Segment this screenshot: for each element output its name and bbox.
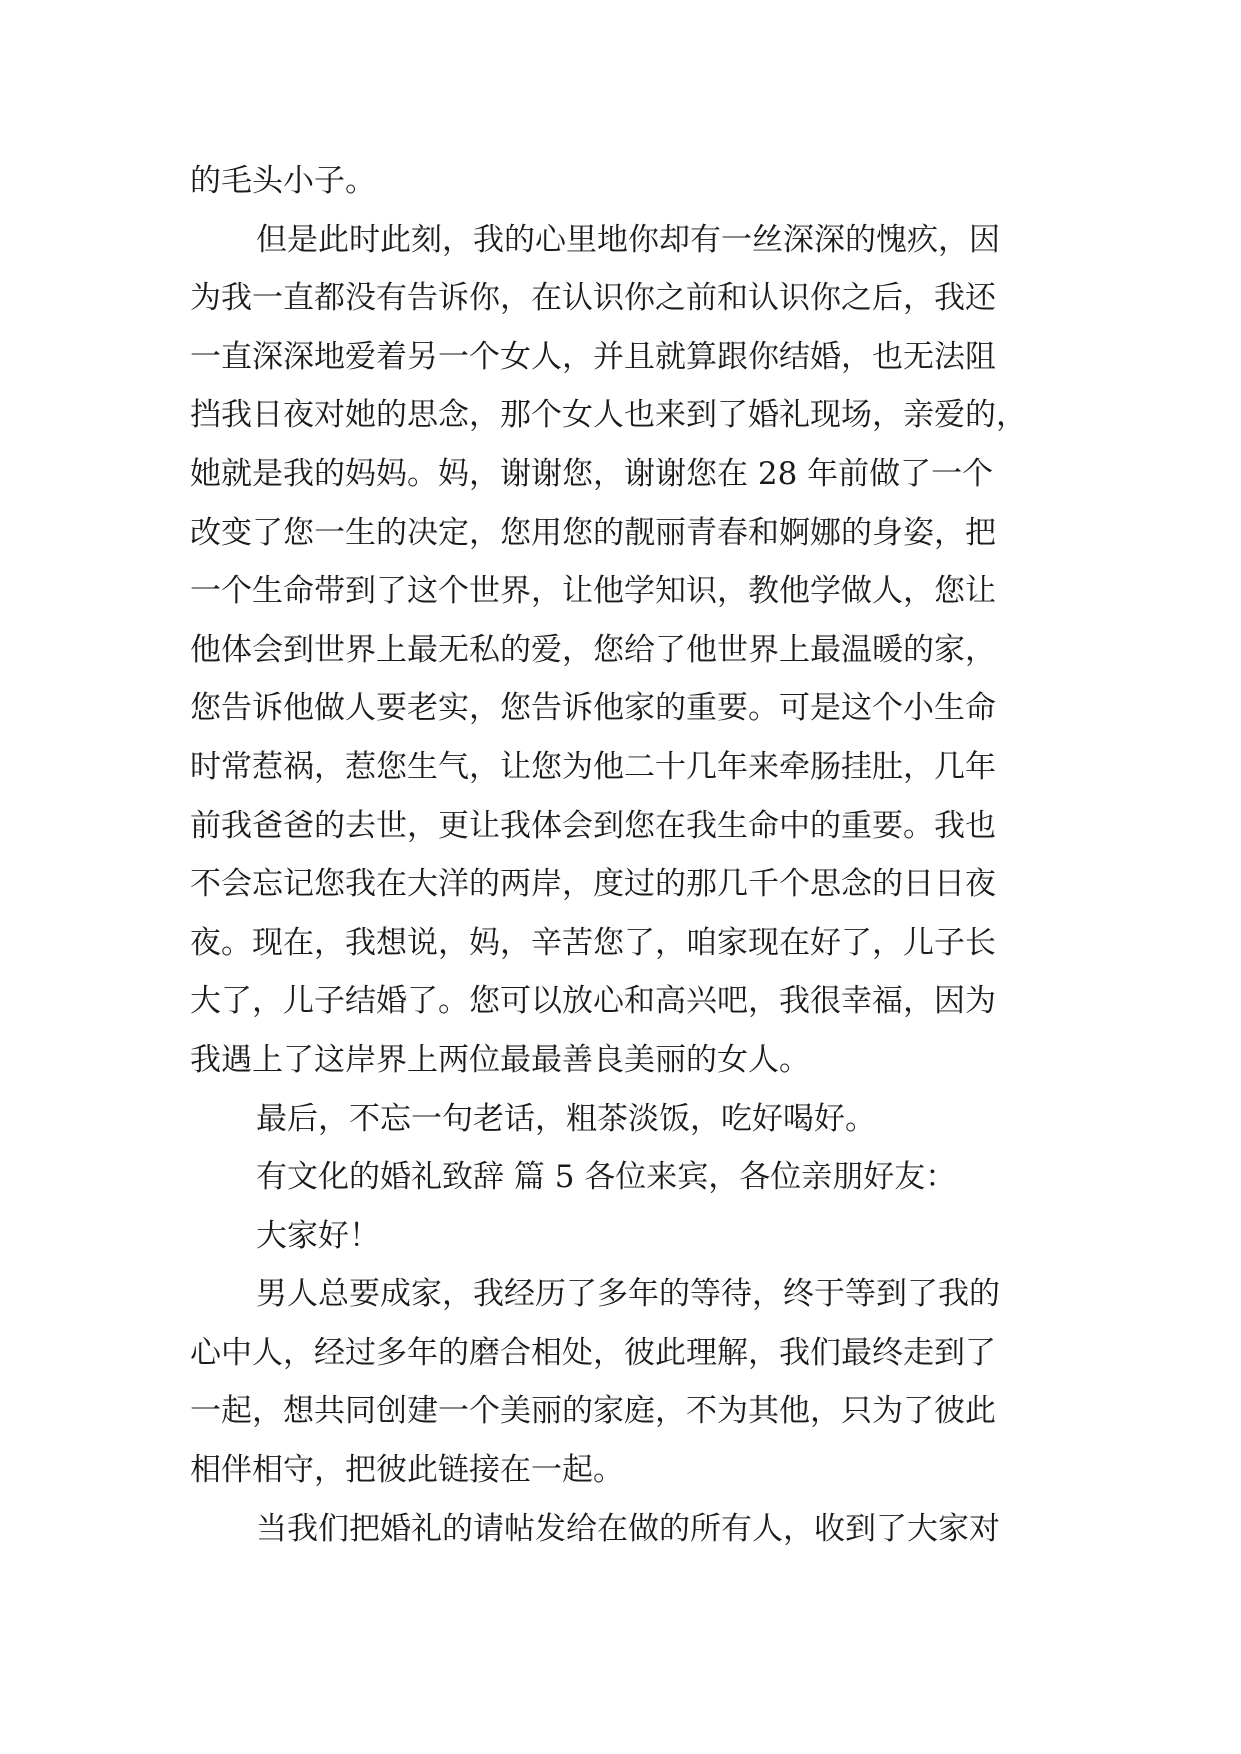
text-line: 当我们把婚礼的请帖发给在做的所有人，收到了大家对 — [256, 1510, 1000, 1547]
text-line: 的毛头小子。 — [190, 163, 376, 199]
text-line: 但是此时此刻，我的心里地你却有一丝深深的愧疚，因 — [256, 221, 1000, 258]
text-line: 您告诉他做人要老实，您告诉他家的重要。可是这个小生命 — [190, 690, 996, 727]
text-line: 她就是我的妈妈。妈，谢谢您，谢谢您在 28 年前做了一个 — [190, 455, 994, 492]
text-line: 改变了您一生的决定，您用您的靓丽青春和婀娜的身姿，把 — [190, 514, 996, 551]
text-line: 大了，儿子结婚了。您可以放心和高兴吧，我很幸福，因为 — [190, 983, 996, 1020]
text-line: 不会忘记您我在大洋的两岸，度过的那几千个思念的日日夜 — [190, 866, 996, 903]
text-line: 挡我日夜对她的思念，那个女人也来到了婚礼现场，亲爱的， — [190, 397, 1027, 434]
text-line: 心中人，经过多年的磨合相处，彼此理解，我们最终走到了 — [190, 1334, 996, 1371]
text-line: 相伴相守，把彼此链接在一起。 — [190, 1452, 624, 1489]
section-heading-line: 有文化的婚礼致辞 篇 5 各位来宾，各位亲朋好友： — [256, 1159, 957, 1196]
text-line: 男人总要成家，我经历了多年的等待，终于等到了我的 — [256, 1276, 1000, 1313]
text-line: 为我一直都没有告诉你，在认识你之前和认识你之后，我还 — [190, 280, 996, 317]
greeting-line: 大家好！ — [256, 1217, 380, 1254]
text-line: 他体会到世界上最无私的爱，您给了他世界上最温暖的家， — [190, 631, 996, 668]
document-body — [190, 152, 1070, 1558]
text-line: 一个生命带到了这个世界，让他学知识，教他学做人，您让 — [190, 573, 996, 610]
text-line: 夜。现在，我想说，妈，辛苦您了，咱家现在好了，儿子长 — [190, 924, 996, 961]
text-line: 前我爸爸的去世，更让我体会到您在我生命中的重要。我也 — [190, 807, 996, 844]
text-line: 时常惹祸，惹您生气，让您为他二十几年来牵肠挂肚，几年 — [190, 748, 996, 785]
text-line: 我遇上了这岸界上两位最最善良美丽的女人。 — [190, 1041, 810, 1078]
text-line: 最后，不忘一句老话，粗茶淡饭，吃好喝好。 — [256, 1100, 876, 1137]
text-line: 一直深深地爱着另一个女人，并且就算跟你结婚，也无法阻 — [190, 338, 996, 375]
text-line: 一起，想共同创建一个美丽的家庭，不为其他，只为了彼此 — [190, 1393, 996, 1430]
